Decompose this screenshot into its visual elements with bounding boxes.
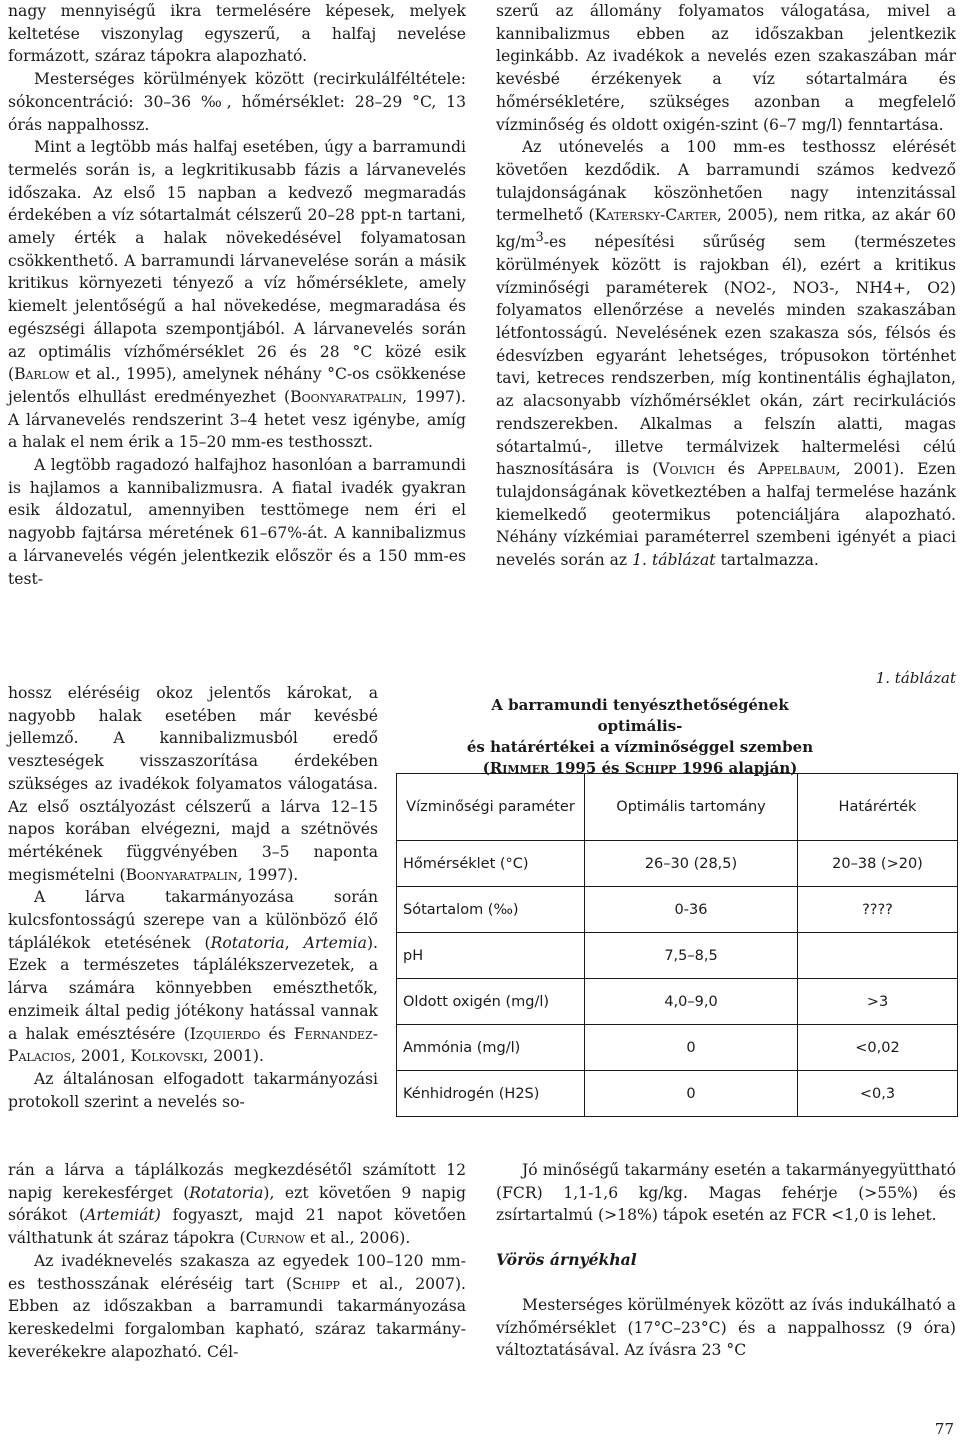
table-cell: 20–38 (>20): [798, 841, 958, 887]
table-row: [397, 979, 958, 1025]
table-cell: 4,0–9,0: [585, 979, 798, 1025]
table-cell: Oldott oxigén (mg/l): [397, 979, 585, 1025]
paragraph: Az utónevelés a 100 mm-es testhossz elérését követően kezdődik. A barramundi számos kedvező tulajdonságának köszönhetően nagy intenzitással termelhető (Katersky-Carter, 2005), nem ritka, az akár 60 $kg/m^3-es$ népesítési sűrűség sem (természetes körülmények között is rajokban él), ezért a kritikus vízminőségi paraméterek (NO2-, NO3-, NH4+, O2) folyamatos ellenőrzése a nevelés minden szakaszában létfontosságú. Nevelésének ezen szakasza sós, félsós és édesvízben egyaránt lehetséges, trópusokon történhet tavi, ketreces rendszerben, míg kontinentális éghajlaton, az alacsonyabb vízhőmérséklet okán, zárt recirkulációs rendszerekben. Alkalmas a felszín alatti, magas sótartalmú-, illetve termálvizek haltermelési célú hasznosítására is (Volvich és Appelbaum, 2001). Ezen tulajdonságának következtében a halfaj termelése hazánk kiemelkedő geotermikus potenciáljára alapozható. Néhány vízkémiai paraméterrel szembeni igényét a piaci nevelés során az 1. táblázat tartalmazza.: [496, 138, 957, 570]
table-caption: A barramundi tenyészthetőségének optimális- és határértékei a vízminőséggel szemben (Rimmer 1995 és Schipp 1996 alapján): [466, 696, 814, 777]
citation: Barlow: [14, 365, 70, 384]
paragraph: hossz eléréséig okoz jelentős károkat, a nagyobb halak esetében már kevésbé jellemző. A kannibalizmusból eredő veszteségek visszaszorítása érdekében szükséges az ivadékok folyamatos válogatása. Az első osztályozást célszerű a lárva 12–15 napos korában elvégezni, majd a szétnövés mértékének függvényében 3–5 naponta megismételni (Boonyaratpalin, 1997).: [8, 684, 378, 884]
paragraph: rán a lárva a táplálkozás megkezdésétől számított 12 napig kerekesférget (Rotatoria), ezt követően 9 napig sórákot (Artemiát) fogyaszt, majd 21 napot követően válthatunk át száraz tápokra (Curnow et al., 2006).: [8, 1161, 466, 1248]
citation: Appelbaum: [757, 460, 836, 479]
table-cell: 7,5–8,5: [585, 933, 798, 979]
table-label: 1. táblázat: [875, 669, 956, 687]
column-right-bottom: [496, 1159, 956, 1362]
paragraph: szerű az állomány folyamatos válogatása, mivel a kannibalizmus ebben az időszakban jelentkezik leginkább. Az ivadékok a nevelés ezen szakaszában már kevésbé érzékenyek a víz sótartalmára és hőmérsékletére, szükséges azonban a megfelelő vízminőség és oldott oxigén-szint (6–7 mg/l) fenntartása.: [496, 2, 956, 134]
column-left-top: [8, 0, 466, 590]
table-reference: 1. táblázat: [632, 551, 716, 570]
citation: Volvich: [658, 460, 715, 479]
paragraph: Mesterséges körülmények között (recirkulálféltétele: sókoncentráció: 30–36 ‰, hőmérséklet: 28–29 °C, 13 órás nappalhossz.: [8, 70, 466, 134]
table-cell: >3: [798, 979, 958, 1025]
table-row: [397, 887, 958, 933]
table-cell: ????: [798, 887, 958, 933]
table-cell: 26–30 (28,5): [585, 841, 798, 887]
citation: Schipp: [292, 1274, 340, 1293]
page-number: 77: [934, 1420, 954, 1438]
citation: Katersky-Carter: [594, 206, 717, 225]
paragraph: nagy mennyiségű ikra termelésére képesek, melyek keltetése viszonylag egyszerű, a halfaj nevelése formázott, száraz tápokra alapozható.: [8, 2, 466, 66]
paragraph: Jó minőségű takarmány esetén a takarmányegyüttható (FCR) 1,1-1,6 kg/kg. Magas fehérje (>55%) és zsírtartalmú (>18%) tápok esetén az FCR <1,0 is lehet.: [496, 1161, 956, 1225]
table-row: [397, 1025, 958, 1071]
table-cell: <0,02: [798, 1025, 958, 1071]
paragraph: A legtöbb ragadozó halfajhoz hasonlóan a barramundi is hajlamos a kannibalizmusra. A fiatal ivadék gyakran esik áldozatul, amennyiben testtömege nem éri el nagyobb fajtársa méretének 61–67%-át. A kannibalizmus a lárvanevelés végén jelentkezik először és a 150 mm-es test-: [8, 456, 466, 588]
table-row: [397, 841, 958, 887]
header-limit: Határérték: [798, 774, 958, 841]
header-parameter: Vízminőségi paraméter: [397, 774, 585, 841]
citation: Kolkovski: [130, 1047, 204, 1066]
paragraph: Mint a legtöbb más halfaj esetében, úgy a barramundi termelés során is, a legkritikusabb fázis a lárvanevelés időszaka. Az első 15 napban a kedvező megmaradás érdekében a víz sótartalmát célszerű 20–28 ppt-n tartani, amely érték a halak növekedésével folyamatosan csökkenthető. A barramundi lárvanevelése során a másik kritikus környezeti tényező a víz hőmérséklete, amely kiemelt jelentőségű a hal növekedése, megmaradása és egészségi állapota szempontjából. A lárvanevelés során az optimális vízhőmérséklet 26 és 28 °C közé esik (Barlow et al., 1995), amelynek néhány °C-os csökkenése jelentős elhullást eredményezhet (Boonyaratpalin, 1997). A lárvanevelés rendszerint 3–4 hetet vesz igénybe, amíg a halak el nem érik a 15–20 mm-es testhosszt.: [8, 138, 466, 452]
paragraph: Az általánosan elfogadott takarmányozási protokoll szerint a nevelés so-: [8, 1069, 378, 1111]
column-right-top: [496, 0, 956, 572]
chemical-formulas: 2-, NO3-, NH4+, O2: [756, 278, 950, 297]
paragraph: A lárva takarmányozása során kulcsfontosságú szerepe van a különböző élő táplálékok etetésének (Rotatoria, Artemia). Ezek a természetes táplálékszervezetek, a lárva számára könnyebben emészthetők, enzimeik által pedig jótékony hatással vannak a halak emésztésére (Izquierdo és Fernandez-Palacios, 2001, Kolkovski, 2001).: [8, 888, 378, 1066]
column-left-narrow: [8, 682, 378, 1113]
table-cell: 0-36: [585, 887, 798, 933]
table-row: [397, 1071, 958, 1117]
table-cell: [798, 933, 958, 979]
paragraph: Az ivadéknevelés szakasza az egyedek 100–120 mm-es testhosszának eléréséig tart (Schipp et al., 2007). Ebben az időszakban a barramundi takarmányozása kereskedelmi forgalomban kapható, száraz takarmány-keverékekre alapozható. Cél-: [8, 1251, 466, 1361]
column-left-bottom: [8, 1159, 466, 1363]
citation: Boonyaratpalin: [290, 387, 403, 406]
table-row: [397, 933, 958, 979]
table-cell: <0,3: [798, 1071, 958, 1117]
water-quality-table: [396, 773, 958, 1117]
table-cell: 0: [585, 1071, 798, 1117]
table-cell: Ammónia (mg/l): [397, 1025, 585, 1071]
table-header-row: [397, 774, 958, 841]
citation: Izquierdo: [189, 1024, 261, 1043]
table-cell: pH: [397, 933, 585, 979]
citation: Fernandez-Palacios: [8, 1024, 378, 1066]
table-cell: Sótartalom (‰): [397, 887, 585, 933]
table-cell: 0: [585, 1025, 798, 1071]
section-heading: Vörös árnyékhal: [496, 1250, 637, 1270]
table-cell: Kénhidrogén (H2S): [397, 1071, 585, 1117]
table-cell: Hőmérséklet (°C): [397, 841, 585, 887]
citation: Boonyaratpalin: [125, 865, 238, 884]
header-optimal: Optimális tartomány: [585, 774, 798, 841]
citation: Curnow: [245, 1229, 306, 1248]
paragraph: Mesterséges körülmények között az ívás indukálható a vízhőmérséklet (17°C–23°C) és a nappalhossz (9 óra) változtatásával. Az ívásra 23 °C: [496, 1295, 956, 1360]
